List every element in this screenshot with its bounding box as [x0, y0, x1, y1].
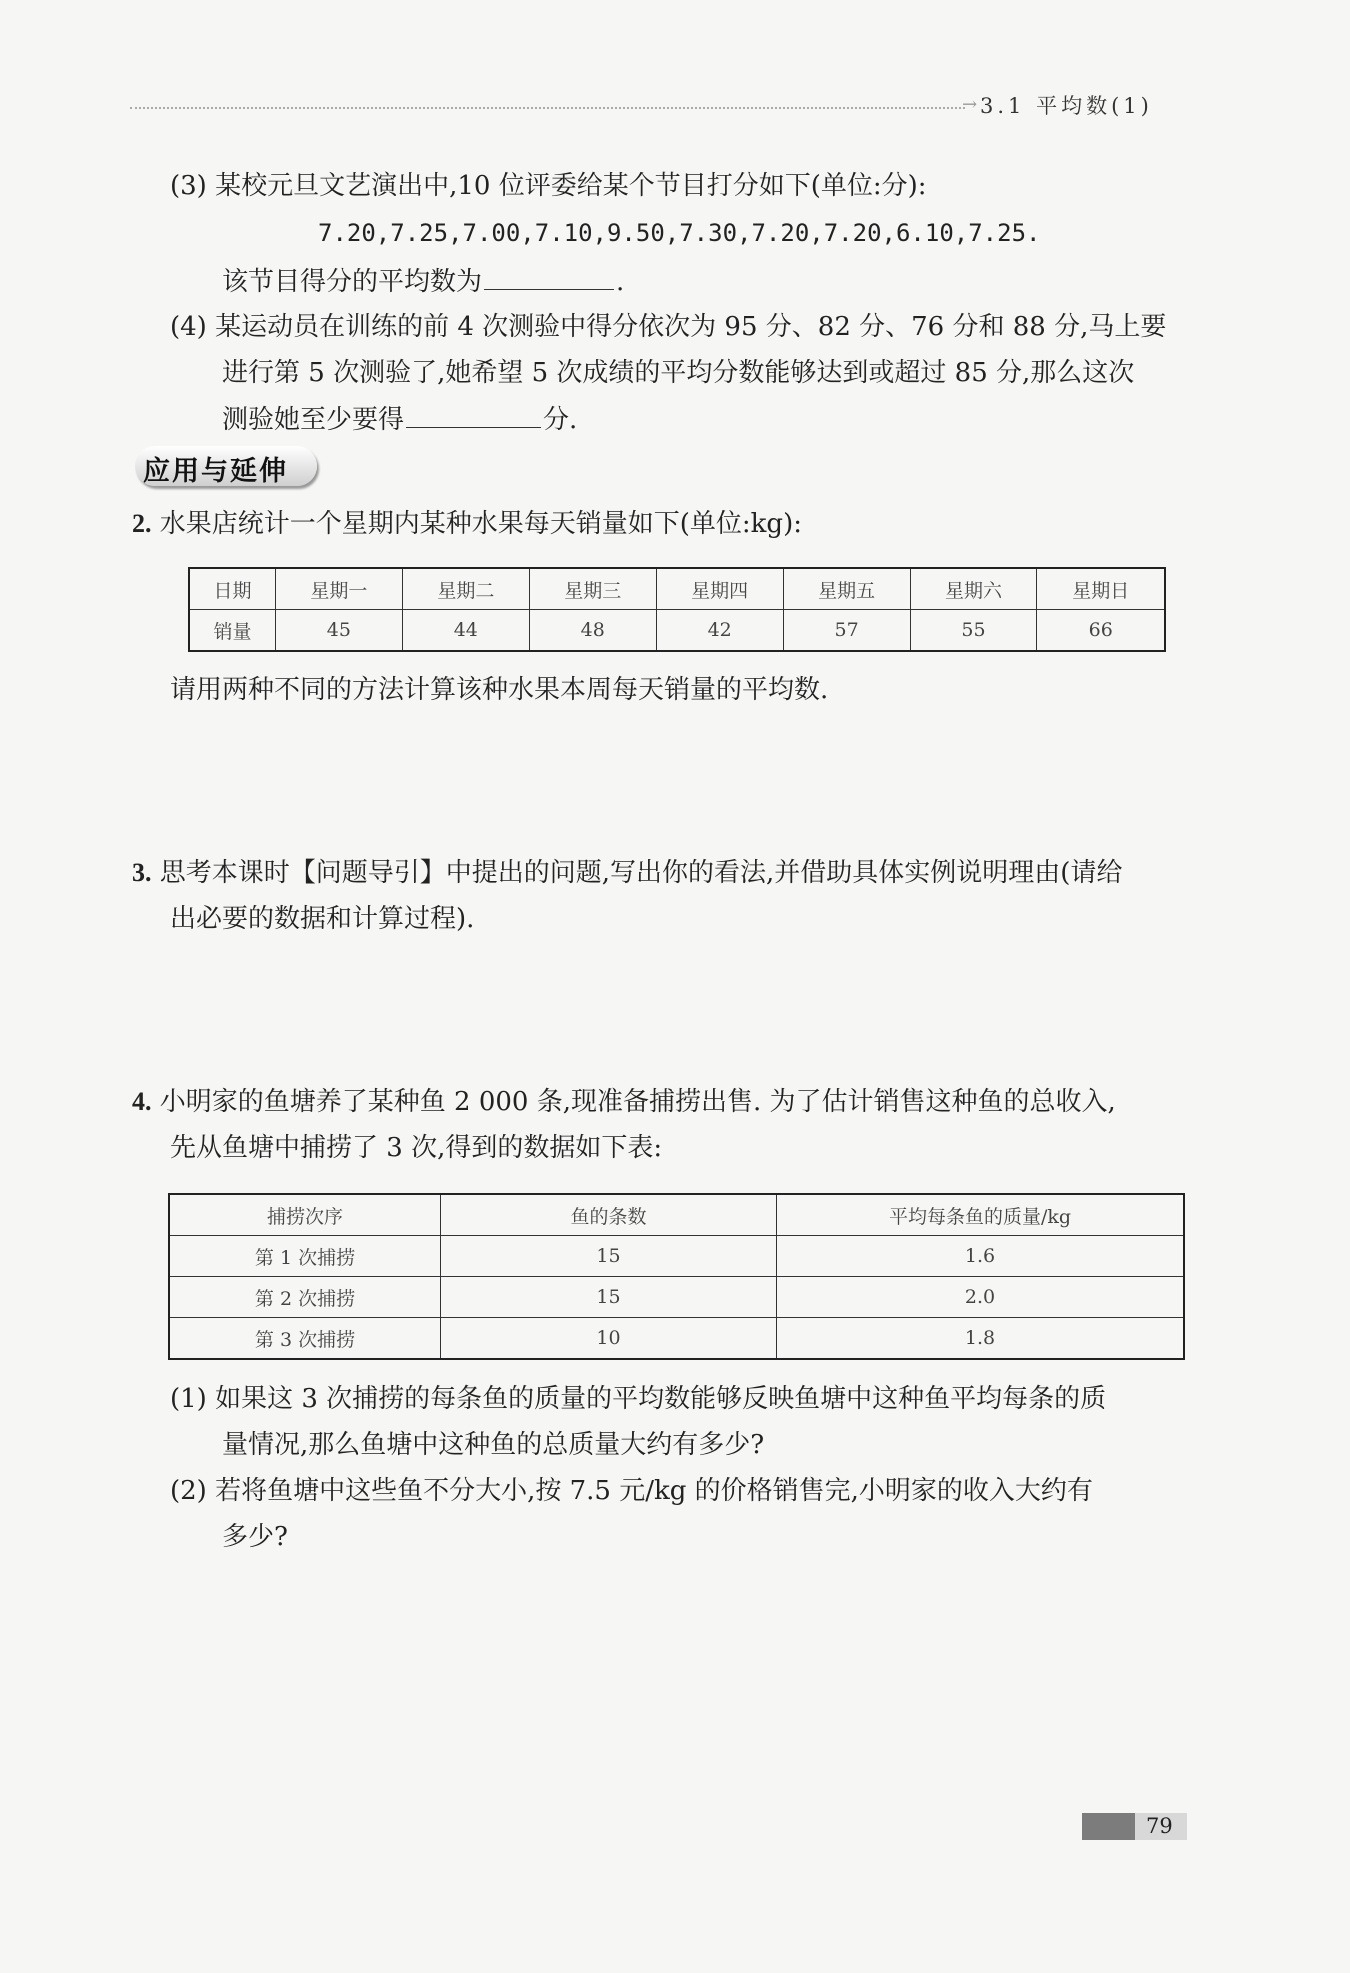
table-cell: 15	[441, 1277, 777, 1318]
table-row	[169, 1277, 1184, 1318]
table-cell: 15	[441, 1236, 777, 1277]
table-row	[189, 568, 1165, 610]
table-header-cell: 星期六	[910, 568, 1037, 610]
q1-3-prompt: 该节目得分的平均数为	[222, 267, 483, 297]
table-cell: 1.6	[777, 1236, 1185, 1277]
table-header-cell: 星期一	[275, 568, 402, 610]
q2-text: 水果店统计一个星期内某种水果每天销量如下(单位:kg):	[159, 509, 802, 539]
section-title: 3.1 平均数(1)	[980, 94, 1153, 118]
sales-table	[188, 567, 1166, 652]
table-cell: 销量	[189, 610, 275, 652]
q2-instruction: 请用两种不同的方法计算该种水果本周每天销量的平均数.	[170, 675, 829, 705]
q1-4-line1: (4) 某运动员在训练的前 4 次测验中得分依次为 95 分、82 分、76 分和 88 分,马上要	[170, 312, 1167, 342]
q4-sub1-line2: 量情况,那么鱼塘中这种鱼的总质量大约有多少?	[222, 1430, 765, 1460]
table-cell: 57	[783, 610, 910, 652]
section-badge-label: 应用与延伸	[143, 456, 288, 487]
table-header-cell: 日期	[189, 568, 275, 610]
fishing-table	[168, 1193, 1185, 1360]
table-cell: 42	[656, 610, 783, 652]
table-header-cell: 星期五	[783, 568, 910, 610]
q1-4-answer-blank[interactable]	[406, 401, 541, 428]
q2-number: 2.	[132, 509, 152, 538]
q4-number: 4.	[132, 1087, 152, 1116]
page-number-bar	[1082, 1813, 1135, 1840]
table-cell: 44	[402, 610, 529, 652]
table-header-cell: 鱼的条数	[441, 1194, 777, 1236]
q3-number: 3.	[132, 858, 152, 887]
table-header-cell: 平均每条鱼的质量/kg	[777, 1194, 1185, 1236]
table-header-cell: 星期日	[1037, 568, 1165, 610]
q4-sub1-line1: (1) 如果这 3 次捕捞的每条鱼的质量的平均数能够反映鱼塘中这种鱼平均每条的质	[170, 1384, 1107, 1414]
q1-3-period: .	[616, 267, 625, 297]
table-cell: 第 1 次捕捞	[169, 1236, 441, 1277]
table-header-cell: 星期三	[529, 568, 656, 610]
q3-line1	[132, 856, 1122, 890]
q2-question	[132, 507, 802, 541]
table-cell: 第 3 次捕捞	[169, 1318, 441, 1360]
table-row	[169, 1236, 1184, 1277]
q1-3-answer-blank[interactable]	[484, 263, 614, 290]
q1-3-line1: (3) 某校元旦文艺演出中,10 位评委给某个节目打分如下(单位:分):	[170, 171, 927, 201]
table-row	[169, 1194, 1184, 1236]
table-cell: 48	[529, 610, 656, 652]
q3-text: 思考本课时【问题导引】中提出的问题,写出你的看法,并借助具体实例说明理由(请给	[159, 858, 1123, 888]
q3-line2: 出必要的数据和计算过程).	[170, 904, 475, 934]
table-cell: 66	[1037, 610, 1165, 652]
q1-4-prompt: 测验她至少要得	[222, 405, 405, 435]
q1-3-line3	[222, 263, 624, 299]
table-cell: 第 2 次捕捞	[169, 1277, 441, 1318]
table-header-cell: 星期四	[656, 568, 783, 610]
q4-line1	[132, 1085, 1116, 1119]
table-cell: 55	[910, 610, 1037, 652]
table-cell: 1.8	[777, 1318, 1185, 1360]
page-number: 79	[1146, 1814, 1173, 1838]
header-dotted-rule	[130, 107, 965, 109]
table-header-cell: 捕捞次序	[169, 1194, 441, 1236]
q4-sub2-line1: (2) 若将鱼塘中这些鱼不分大小,按 7.5 元/kg 的价格销售完,小明家的收入大约有	[170, 1476, 1093, 1506]
q1-4-line3	[222, 401, 577, 437]
table-row	[169, 1318, 1184, 1360]
q1-4-unit: 分.	[543, 405, 578, 435]
q1-4-line2: 进行第 5 次测验了,她希望 5 次成绩的平均分数能够达到或超过 85 分,那么这次	[222, 358, 1135, 388]
q4-line2: 先从鱼塘中捕捞了 3 次,得到的数据如下表:	[170, 1133, 663, 1163]
table-cell: 10	[441, 1318, 777, 1360]
arrow-icon: →	[962, 94, 978, 115]
q4-sub2-line2: 多少?	[222, 1522, 288, 1552]
table-cell: 2.0	[777, 1277, 1185, 1318]
table-cell: 45	[275, 610, 402, 652]
q4-text: 小明家的鱼塘养了某种鱼 2 000 条,现准备捕捞出售. 为了估计销售这种鱼的总收入,	[159, 1087, 1116, 1117]
table-header-cell: 星期二	[402, 568, 529, 610]
table-row	[189, 610, 1165, 652]
q1-3-scores: 7.20,7.25,7.00,7.10,9.50,7.30,7.20,7.20,6.10,7.25.	[318, 219, 1041, 247]
